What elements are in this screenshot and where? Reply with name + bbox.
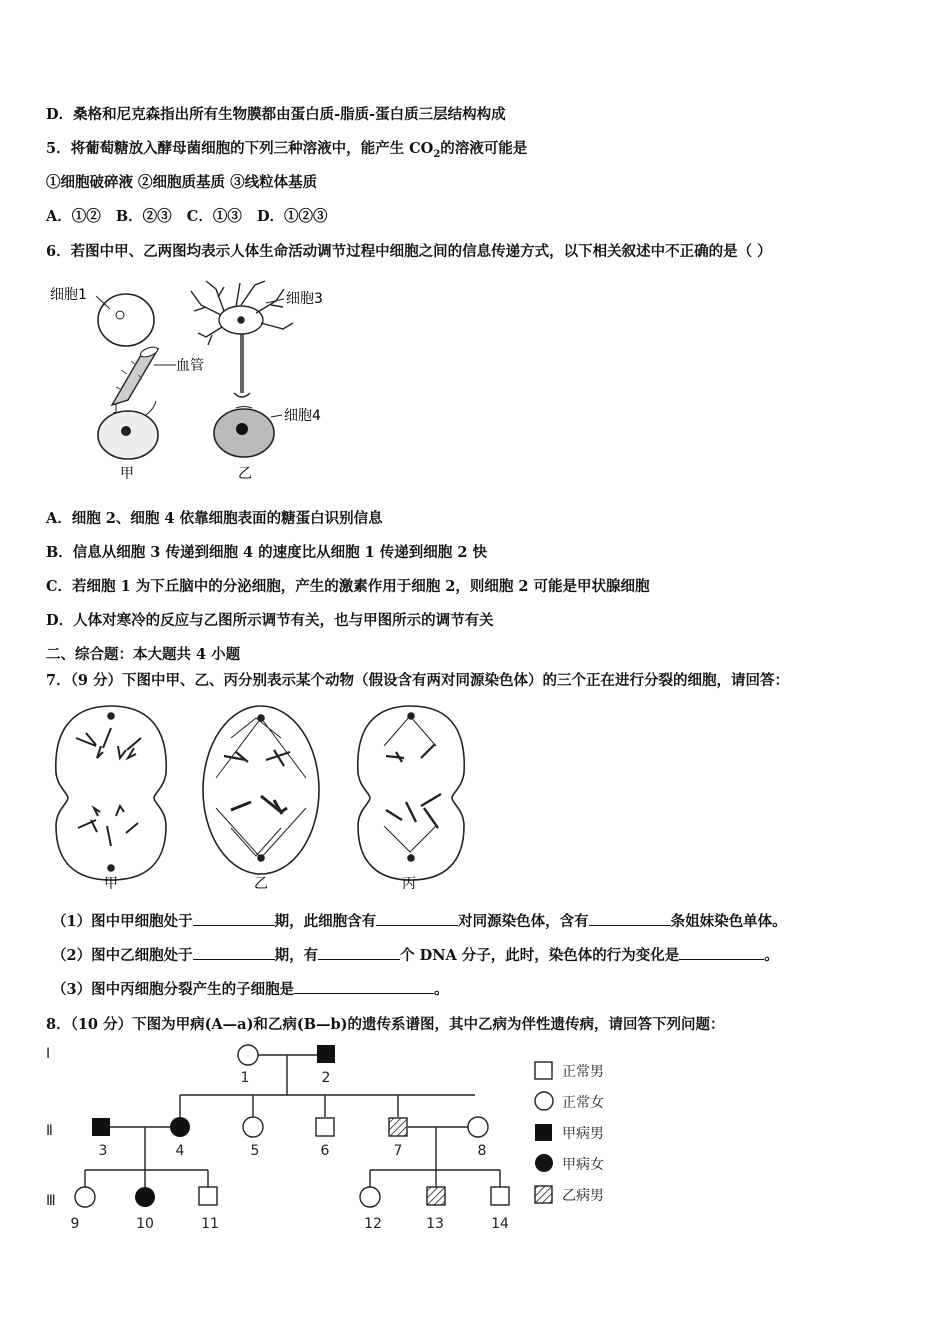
q6-option-d: D．人体对寒冷的反应与乙图所示调节有关，也与甲图所示的调节有关 bbox=[46, 612, 494, 629]
label-yi: 乙 bbox=[238, 466, 252, 482]
blood-vessel bbox=[112, 345, 159, 405]
vessel-label: 血管 bbox=[176, 358, 204, 374]
individual-11 bbox=[199, 1187, 217, 1205]
cell-label-bing: 丙 bbox=[402, 876, 416, 890]
cell-label-yi: 乙 bbox=[254, 876, 268, 890]
q6-stem: 6．若图中甲、乙两图均表示人体生命活动调节过程中细胞之间的信息传递方式，以下相关叙述中不正确的是（ ） bbox=[46, 243, 772, 260]
num-6: 6 bbox=[320, 1143, 330, 1159]
legend-disease-a-male: 甲病男 bbox=[562, 1126, 604, 1142]
individual-4 bbox=[170, 1117, 190, 1137]
q7-sub2 bbox=[52, 944, 779, 965]
individual-14 bbox=[491, 1187, 509, 1205]
num-9: 9 bbox=[70, 1216, 80, 1232]
individual-6 bbox=[316, 1118, 334, 1136]
num-10: 10 bbox=[136, 1216, 154, 1232]
num-4: 4 bbox=[175, 1143, 185, 1159]
cell-yi bbox=[203, 706, 319, 874]
individual-1 bbox=[238, 1045, 258, 1065]
q7-sub2-part4: 。 bbox=[764, 947, 779, 964]
gen-label-2: Ⅱ bbox=[46, 1123, 53, 1139]
q7-sub1-part2: 期，此细胞含有 bbox=[274, 913, 377, 930]
individual-2 bbox=[317, 1045, 335, 1063]
q4-option-d: D．桑格和尼克森指出所有生物膜都由蛋白质-脂质-蛋白质三层结构构成 bbox=[46, 106, 506, 123]
q7-sub2-part2: 期，有 bbox=[274, 947, 319, 964]
individual-12 bbox=[360, 1187, 380, 1207]
num-1: 1 bbox=[240, 1070, 250, 1086]
q7-sub1-part1: （1）图中甲细胞处于 bbox=[52, 913, 193, 930]
num-7: 7 bbox=[393, 1143, 403, 1159]
individual-7 bbox=[389, 1118, 407, 1136]
gen-label-3: Ⅲ bbox=[46, 1193, 56, 1209]
q7-stem: 7．（9 分）下图中甲、乙、丙分别表示某个动物（假设含有两对同源染色体）的三个正在进行分裂的细胞，请回答： bbox=[46, 672, 789, 689]
gen-label-1: Ⅰ bbox=[46, 1046, 51, 1062]
num-3: 3 bbox=[98, 1143, 108, 1159]
q7-sub1-blank3[interactable] bbox=[589, 911, 671, 926]
num-2: 2 bbox=[321, 1070, 331, 1086]
q6-figure bbox=[46, 275, 346, 490]
q6-option-a: A．细胞 2、细胞 4 依靠细胞表面的糖蛋白识别信息 bbox=[46, 510, 383, 527]
legend-normal-female: 正常女 bbox=[562, 1095, 604, 1111]
q5-options: A．①② B．②③ C．①③ D．①②③ bbox=[46, 208, 328, 225]
num-5: 5 bbox=[250, 1143, 260, 1159]
individual-8 bbox=[468, 1117, 488, 1137]
q8-stem: 8．（10 分）下图为甲病(A—a)和乙病(B—b)的遗传系谱图，其中乙病为伴性遗传病，请回答下列问题： bbox=[46, 1016, 725, 1033]
num-12: 12 bbox=[364, 1216, 382, 1232]
individual-10 bbox=[135, 1187, 155, 1207]
q7-sub3 bbox=[52, 978, 449, 999]
pedigree-chart bbox=[40, 1040, 640, 1240]
neuron-cell3 bbox=[191, 281, 293, 397]
individual-9 bbox=[75, 1187, 95, 1207]
q7-figure bbox=[46, 698, 476, 890]
num-8: 8 bbox=[477, 1143, 487, 1159]
q6-option-b: B．信息从细胞 3 传递到细胞 4 的速度比从细胞 1 传递到细胞 2 快 bbox=[46, 544, 487, 561]
q7-sub1-blank2[interactable] bbox=[376, 911, 458, 926]
q7-sub3-blank1[interactable] bbox=[294, 979, 434, 994]
num-13: 13 bbox=[426, 1216, 444, 1232]
q6-option-c: C．若细胞 1 为下丘脑中的分泌细胞，产生的激素作用于细胞 2，则细胞 2 可能是甲状腺细胞 bbox=[46, 578, 650, 595]
num-11: 11 bbox=[201, 1216, 219, 1232]
legend-disease-a-female: 甲病女 bbox=[562, 1157, 604, 1173]
pedigree-legend bbox=[535, 1062, 604, 1204]
q5-stem-a: 5．将葡萄糖放入酵母菌细胞的下列三种溶液中，能产生 CO bbox=[46, 140, 434, 157]
q5-subscript: 2 bbox=[433, 148, 441, 160]
section2-heading: 二、综合题：本大题共 4 小题 bbox=[46, 646, 241, 663]
individual-13 bbox=[427, 1187, 445, 1205]
q7-sub1-part3: 对同源染色体，含有 bbox=[458, 913, 589, 930]
q7-sub2-part3: 个 DNA 分子，此时，染色体的行为变化是 bbox=[400, 947, 680, 964]
q7-sub2-blank3[interactable] bbox=[679, 945, 764, 960]
q7-sub3-part1: （3）图中丙细胞分裂产生的子细胞是 bbox=[52, 981, 295, 998]
q5-stem-b: 的溶液可能是 bbox=[440, 140, 528, 157]
q7-sub2-blank2[interactable] bbox=[318, 945, 400, 960]
q5-stem bbox=[46, 137, 527, 160]
q5-items: ①细胞破碎液 ②细胞质基质 ③线粒体基质 bbox=[46, 174, 318, 191]
cell-bing bbox=[358, 706, 464, 880]
cell1-shape bbox=[98, 294, 154, 346]
q7-sub3-part2: 。 bbox=[434, 981, 449, 998]
q7-sub1-part4: 条姐妹染色单体。 bbox=[670, 913, 787, 930]
cell3-label: 细胞3 bbox=[286, 291, 323, 307]
legend-normal-male: 正常男 bbox=[562, 1064, 604, 1080]
q7-sub1 bbox=[52, 910, 787, 931]
individual-5 bbox=[243, 1117, 263, 1137]
legend-disease-b-male: 乙病男 bbox=[562, 1188, 604, 1204]
cell4-label: 细胞4 bbox=[284, 408, 321, 424]
cell-label-jia: 甲 bbox=[104, 876, 118, 890]
cell-jia bbox=[56, 706, 166, 880]
label-jia: 甲 bbox=[120, 466, 134, 482]
q7-sub1-blank1[interactable] bbox=[193, 911, 275, 926]
num-14: 14 bbox=[491, 1216, 509, 1232]
q7-sub2-blank1[interactable] bbox=[193, 945, 275, 960]
cell1-label: 细胞1 bbox=[50, 287, 87, 303]
individual-3 bbox=[92, 1118, 110, 1136]
q7-sub2-part1: （2）图中乙细胞处于 bbox=[52, 947, 193, 964]
